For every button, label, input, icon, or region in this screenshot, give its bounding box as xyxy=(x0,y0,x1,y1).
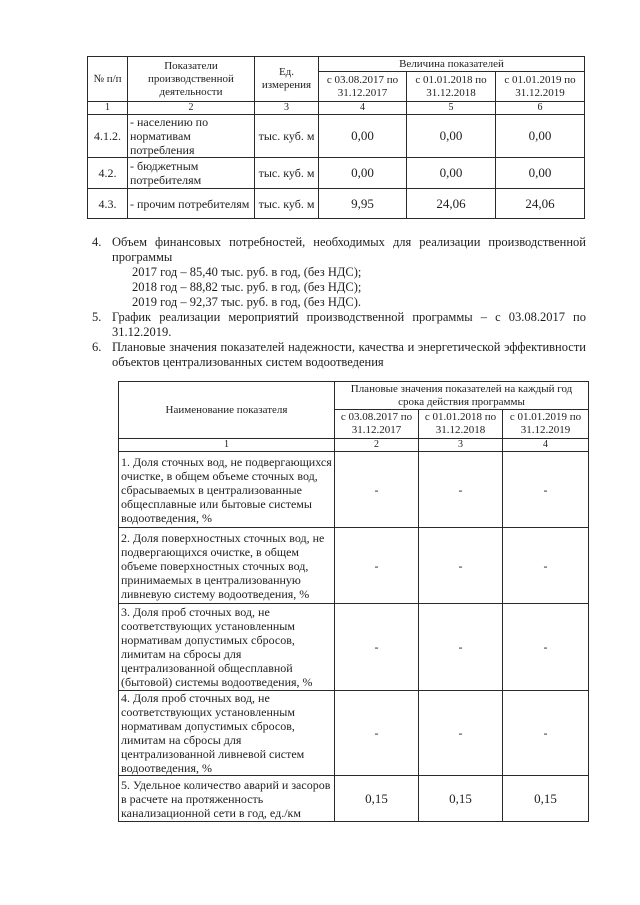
header-num: № п/п xyxy=(88,57,128,102)
row-unit: тыс. куб. м xyxy=(255,189,319,219)
column-number: 4 xyxy=(503,439,589,452)
table-row xyxy=(119,528,589,604)
row-value: - xyxy=(335,691,419,776)
row-name: - населению по нормативам потребления xyxy=(128,115,255,158)
header-period-2: с 01.01.2018 по 31.12.2018 xyxy=(419,410,503,439)
row-value: - xyxy=(335,452,419,528)
row-value: - xyxy=(503,452,589,528)
list-text: Плановые значения показателей надежности, качества и энергетической эффективности объектов централизованных систем водоотведения xyxy=(112,340,586,369)
row-value: - xyxy=(419,528,503,604)
row-value: 0,15 xyxy=(335,776,419,822)
row-unit: тыс. куб. м xyxy=(255,158,319,189)
numbered-list xyxy=(92,235,586,370)
row-num: 4.3. xyxy=(88,189,128,219)
row-name: - бюджетным потребителям xyxy=(128,158,255,189)
row-value: - xyxy=(503,604,589,691)
column-number: 3 xyxy=(419,439,503,452)
row-value: - xyxy=(335,528,419,604)
indicator-name: 1. Доля сточных вод, не подвергающихся очистке, в общем объеме сточных вод, сбрасываемых в централизованные общесплавные или бытовые системы водоотведения, % xyxy=(119,452,335,528)
row-name: - прочим потребителям xyxy=(128,189,255,219)
column-number: 2 xyxy=(335,439,419,452)
header-values-group: Плановые значения показателей на каждый год срока действия программы xyxy=(335,382,589,410)
list-text: График реализации мероприятий производственной программы – с 03.08.2017 по 31.12.2019. xyxy=(112,310,586,339)
table-row xyxy=(119,776,589,822)
header-name: Наименование показателя xyxy=(119,382,335,439)
list-number: 6. xyxy=(92,340,102,354)
indicator-name: 5. Удельное количество аварий и засоров в расчете на протяженность канализационной сети в год, ед./км xyxy=(119,776,335,822)
list-item-6 xyxy=(92,340,586,370)
row-value: - xyxy=(419,691,503,776)
table-row xyxy=(119,691,589,776)
row-unit: тыс. куб. м xyxy=(255,115,319,158)
row-value: - xyxy=(419,604,503,691)
header-period-3: с 01.01.2019 по 31.12.2019 xyxy=(496,72,585,102)
column-number: 1 xyxy=(119,439,335,452)
table-row xyxy=(119,604,589,691)
indicator-name: 2. Доля поверхностных сточных вод, не подвергающихся очистке, в общем объеме поверхностных сточных вод, принимаемых в централизованную ливневую систему водоотведения, % xyxy=(119,528,335,604)
row-value: - xyxy=(503,691,589,776)
cost-line: 2017 год – 85,40 тыс. руб. в год, (без НДС); xyxy=(132,265,362,279)
row-value: - xyxy=(419,452,503,528)
row-num: 4.2. xyxy=(88,158,128,189)
column-number: 5 xyxy=(407,102,496,115)
table-row xyxy=(88,158,585,189)
header-unit: Ед. измерения xyxy=(255,57,319,102)
header-period-1: с 03.08.2017 по 31.12.2017 xyxy=(319,72,407,102)
row-value: 0,00 xyxy=(496,158,585,189)
row-value: - xyxy=(503,528,589,604)
list-item-5 xyxy=(92,310,586,340)
row-value: 24,06 xyxy=(496,189,585,219)
row-value: 0,00 xyxy=(319,115,407,158)
column-number: 3 xyxy=(255,102,319,115)
cost-line: 2018 год – 88,82 тыс. руб. в год, (без НДС); xyxy=(132,280,362,294)
list-number: 4. xyxy=(92,235,102,249)
row-value: 0,00 xyxy=(407,158,496,189)
production-indicators-table xyxy=(87,56,585,219)
table-row xyxy=(88,115,585,158)
column-number: 6 xyxy=(496,102,585,115)
column-numbers-row xyxy=(119,439,589,452)
row-value: 0,15 xyxy=(503,776,589,822)
row-value: 24,06 xyxy=(407,189,496,219)
list-item-4 xyxy=(92,235,586,310)
column-number: 2 xyxy=(128,102,255,115)
row-value: 0,00 xyxy=(407,115,496,158)
header-values-group: Величина показателей xyxy=(319,57,585,72)
row-value: 0,15 xyxy=(419,776,503,822)
column-number: 4 xyxy=(319,102,407,115)
list-number: 5. xyxy=(92,310,102,324)
column-number: 1 xyxy=(88,102,128,115)
indicator-name: 4. Доля проб сточных вод, не соответствующих установленным нормативам допустимых сбросов, лимитам на сбросы для централизованной ливневой систем водоотведения, % xyxy=(119,691,335,776)
list-text: Объем финансовых потребностей, необходимых для реализации производственной программы xyxy=(112,235,586,264)
header-period-2: с 01.01.2018 по 31.12.2018 xyxy=(407,72,496,102)
header-period-1: с 03.08.2017 по 31.12.2017 xyxy=(335,410,419,439)
reliability-indicators-table xyxy=(118,381,589,822)
row-value: 9,95 xyxy=(319,189,407,219)
indicator-name: 3. Доля проб сточных вод, не соответствующих установленным нормативам допустимых сбросов, лимитам на сбросы для централизованной общесплавной (бытовой) системы водоотведения, % xyxy=(119,604,335,691)
row-num: 4.1.2. xyxy=(88,115,128,158)
header-indicator: Показатели производственной деятельности xyxy=(128,57,255,102)
table-row xyxy=(119,452,589,528)
row-value: 0,00 xyxy=(496,115,585,158)
cost-line: 2019 год – 92,37 тыс. руб. в год, (без НДС). xyxy=(132,295,362,309)
row-value: 0,00 xyxy=(319,158,407,189)
column-numbers-row xyxy=(88,102,585,115)
header-period-3: с 01.01.2019 по 31.12.2019 xyxy=(503,410,589,439)
row-value: - xyxy=(335,604,419,691)
table-row xyxy=(88,189,585,219)
